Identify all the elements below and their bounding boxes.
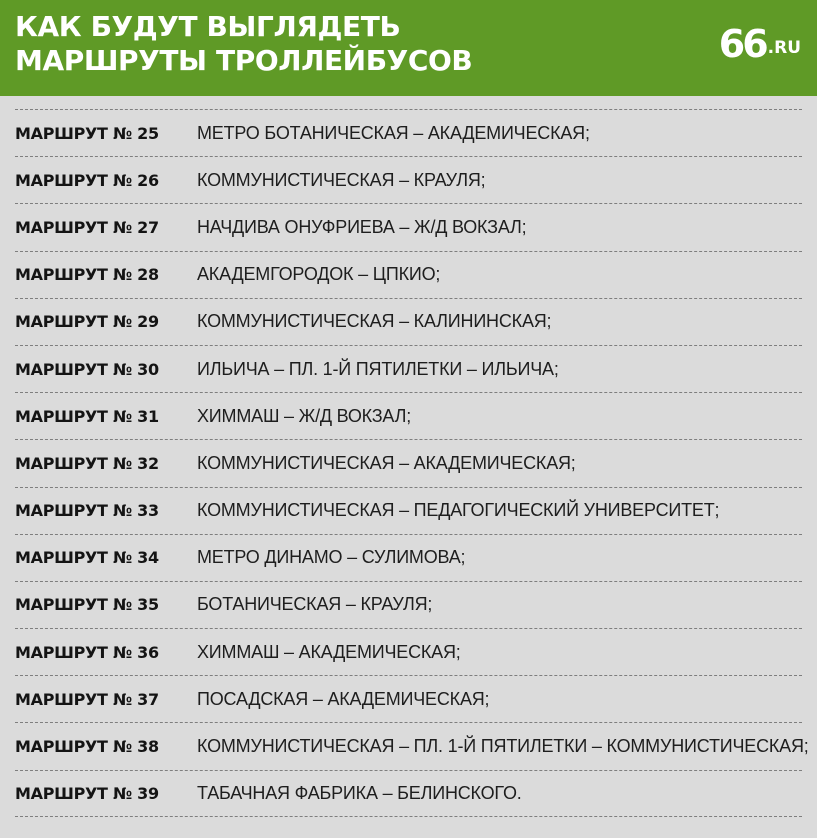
site-logo-number: 66: [718, 22, 766, 66]
route-row: [15, 628, 802, 675]
site-logo-domain: .RU: [767, 38, 801, 58]
route-label: МАРШРУТ № 38: [15, 737, 159, 757]
route-list: [0, 96, 817, 817]
page-title: [15, 10, 472, 78]
route-path: КОММУНИСТИЧЕСКАЯ – ПЛ. 1-Й ПЯТИЛЕТКИ – КОММУНИСТИЧЕСКАЯ;: [197, 736, 809, 757]
route-row: [15, 534, 802, 581]
route-row: [15, 203, 802, 250]
route-label: МАРШРУТ № 25: [15, 123, 159, 143]
site-logo[interactable]: [719, 22, 801, 66]
route-path: ПОСАДСКАЯ – АКАДЕМИЧЕСКАЯ;: [197, 688, 490, 709]
page-title-line-2: МАРШРУТЫ ТРОЛЛЕЙБУСОВ: [15, 44, 473, 77]
route-path: КОММУНИСТИЧЕСКАЯ – КРАУЛЯ;: [197, 169, 486, 190]
route-path: НАЧДИВА ОНУФРИЕВА – Ж/Д ВОКЗАЛ;: [197, 216, 527, 237]
route-label: МАРШРУТ № 36: [15, 642, 159, 662]
route-row: [15, 392, 802, 439]
route-label: МАРШРУТ № 33: [15, 501, 159, 521]
route-row: [15, 581, 802, 628]
route-row: [15, 156, 802, 203]
route-label: МАРШРУТ № 29: [15, 312, 159, 332]
route-path: ТАБАЧНАЯ ФАБРИКА – БЕЛИНСКОГО.: [197, 782, 522, 803]
route-path: ХИММАШ – Ж/Д ВОКЗАЛ;: [197, 405, 412, 426]
route-row: [15, 251, 802, 298]
route-row: [15, 770, 802, 817]
route-path: КОММУНИСТИЧЕСКАЯ – ПЕДАГОГИЧЕСКИЙ УНИВЕРСИТЕТ;: [197, 500, 720, 521]
route-row: [15, 487, 802, 534]
route-path: АКАДЕМГОРОДОК – ЦПКИО;: [197, 264, 441, 285]
route-label: МАРШРУТ № 34: [15, 548, 159, 568]
route-path: МЕТРО БОТАНИЧЕСКАЯ – АКАДЕМИЧЕСКАЯ;: [197, 122, 590, 143]
route-row: [15, 298, 802, 345]
route-label: МАРШРУТ № 28: [15, 265, 159, 285]
route-label: МАРШРУТ № 27: [15, 217, 159, 237]
route-label: МАРШРУТ № 37: [15, 689, 159, 709]
route-row: [15, 675, 802, 722]
route-label: МАРШРУТ № 32: [15, 453, 159, 473]
route-label: МАРШРУТ № 30: [15, 359, 159, 379]
route-path: КОММУНИСТИЧЕСКАЯ – АКАДЕМИЧЕСКАЯ;: [197, 452, 576, 473]
route-path: БОТАНИЧЕСКАЯ – КРАУЛЯ;: [197, 594, 433, 615]
route-label: МАРШРУТ № 39: [15, 783, 159, 803]
route-row: [15, 109, 802, 156]
route-row: [15, 345, 802, 392]
route-label: МАРШРУТ № 31: [15, 406, 159, 426]
route-path: ИЛЬИЧА – ПЛ. 1-Й ПЯТИЛЕТКИ – ИЛЬИЧА;: [197, 358, 559, 379]
route-label: МАРШРУТ № 26: [15, 170, 159, 190]
header-banner: [0, 0, 817, 96]
route-row: [15, 439, 802, 486]
route-path: КОММУНИСТИЧЕСКАЯ – КАЛИНИНСКАЯ;: [197, 311, 552, 332]
route-label: МАРШРУТ № 35: [15, 595, 159, 615]
route-path: МЕТРО ДИНАМО – СУЛИМОВА;: [197, 547, 466, 568]
route-path: ХИММАШ – АКАДЕМИЧЕСКАЯ;: [197, 641, 461, 662]
page-title-line-1: КАК БУДУТ ВЫГЛЯДЕТЬ: [15, 10, 401, 43]
route-row: [15, 722, 809, 769]
